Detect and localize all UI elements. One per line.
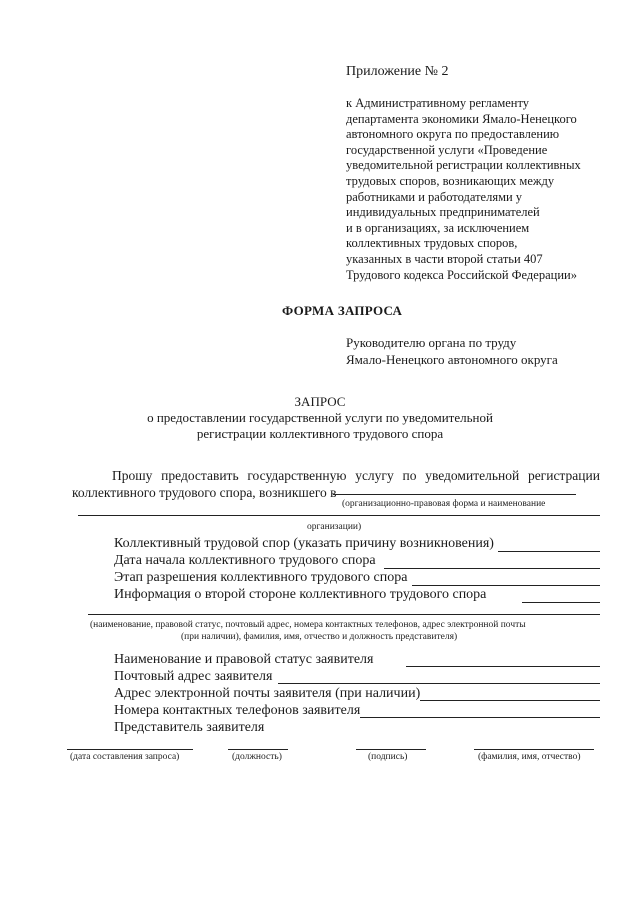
appendix-line: к Административному регламенту — [346, 96, 530, 110]
appendix-description — [346, 96, 616, 283]
applicant-name-label: Наименование и правовой статус заявителя — [114, 652, 374, 667]
applicant-phones-fill-line[interactable] — [360, 717, 600, 718]
appendix-line: и в организациях, за исключением — [346, 220, 530, 235]
addressee — [346, 334, 558, 368]
appendix-line: Трудового кодекса Российской Федерации» — [346, 267, 577, 282]
addressee-line-2: Ямало-Ненецкого автономного округа — [346, 352, 558, 367]
request-subtitle-1: о предоставлении государственной услуги по уведомительной — [147, 410, 493, 425]
intro-word: услугу — [355, 468, 394, 483]
applicant-postal-fill-line[interactable] — [278, 683, 600, 684]
signature-caption: (подпись) — [368, 752, 408, 762]
applicant-email-fill-line[interactable] — [420, 700, 600, 701]
dispute-cause-label: Коллективный трудовой спор (указать причину возникновения) — [114, 536, 494, 551]
appendix-line: работниками и работодателями у — [346, 189, 523, 204]
second-party-label: Информация о второй стороне коллективного трудового спора — [114, 587, 487, 602]
dispute-start-date-label: Дата начала коллективного трудового спора — [114, 553, 376, 568]
intro-word: регистрации — [527, 468, 600, 483]
request-heading — [0, 394, 640, 442]
organization-caption-2: организации) — [307, 522, 362, 532]
organization-caption: (организационно-правовая форма и наименование — [342, 499, 546, 509]
date-signature-line[interactable] — [67, 749, 193, 750]
second-party-caption-1: (наименование, правовой статус, почтовый адрес, номера контактных телефонов, адрес электронной почты — [90, 620, 526, 630]
appendix-line: государственной услуги «Проведение — [346, 142, 548, 157]
organization-fill-line-2[interactable] — [78, 515, 600, 516]
position-caption: (должность) — [232, 752, 282, 762]
applicant-email-label: Адрес электронной почты заявителя (при наличии) — [114, 686, 421, 701]
intro-paragraph — [72, 467, 600, 501]
appendix-line: уведомительной регистрации коллективных — [346, 158, 581, 173]
appendix-line: индивидуальных предпринимателей — [346, 205, 540, 220]
appendix-line: департамента экономики Ямало-Ненецкого — [346, 111, 577, 126]
name-signature-line[interactable] — [474, 749, 594, 750]
appendix-line: коллективных трудовых споров, — [346, 236, 518, 251]
intro-line-2: коллективного трудового спора, возникшего в — [72, 485, 337, 500]
intro-line-1 — [72, 467, 600, 484]
request-subtitle-2: регистрации коллективного трудового спора — [196, 426, 444, 441]
second-party-fill-line-2[interactable] — [88, 614, 600, 615]
name-caption: (фамилия, имя, отчество) — [478, 752, 581, 762]
intro-word: государственную — [247, 468, 347, 483]
intro-word: предоставить — [161, 468, 239, 483]
signature-line[interactable] — [356, 749, 426, 750]
intro-word: уведомительной — [425, 468, 520, 483]
dispute-stage-fill-line[interactable] — [412, 585, 600, 586]
appendix-line: указанных в части второй статьи 407 — [346, 251, 543, 266]
dispute-start-date-fill-line[interactable] — [384, 568, 600, 569]
intro-word: Прошу — [112, 468, 153, 483]
date-caption: (дата составления запроса) — [70, 752, 180, 762]
addressee-line-1: Руководителю органа по труду — [346, 335, 517, 350]
intro-word: по — [402, 468, 417, 483]
applicant-representative-label: Представитель заявителя — [114, 720, 265, 735]
applicant-name-fill-line[interactable] — [406, 666, 600, 667]
appendix-line: автономного округа по предоставлению — [346, 127, 560, 142]
appendix-line: трудовых споров, возникающих между — [346, 173, 555, 188]
appendix-title: Приложение № 2 — [346, 64, 449, 79]
applicant-postal-label: Почтовый адрес заявителя — [114, 669, 273, 684]
request-title: ЗАПРОС — [294, 394, 346, 409]
dispute-cause-fill-line[interactable] — [498, 551, 600, 552]
second-party-caption-2: (при наличии), фамилия, имя, отчество и должность представителя) — [181, 632, 458, 642]
applicant-phones-label: Номера контактных телефонов заявителя — [114, 703, 361, 718]
dispute-stage-label: Этап разрешения коллективного трудового спора — [114, 570, 408, 585]
second-party-fill-line[interactable] — [522, 602, 600, 603]
organization-fill-line[interactable] — [333, 494, 576, 495]
position-signature-line[interactable] — [228, 749, 288, 750]
form-title: ФОРМА ЗАПРОСА — [282, 303, 403, 318]
